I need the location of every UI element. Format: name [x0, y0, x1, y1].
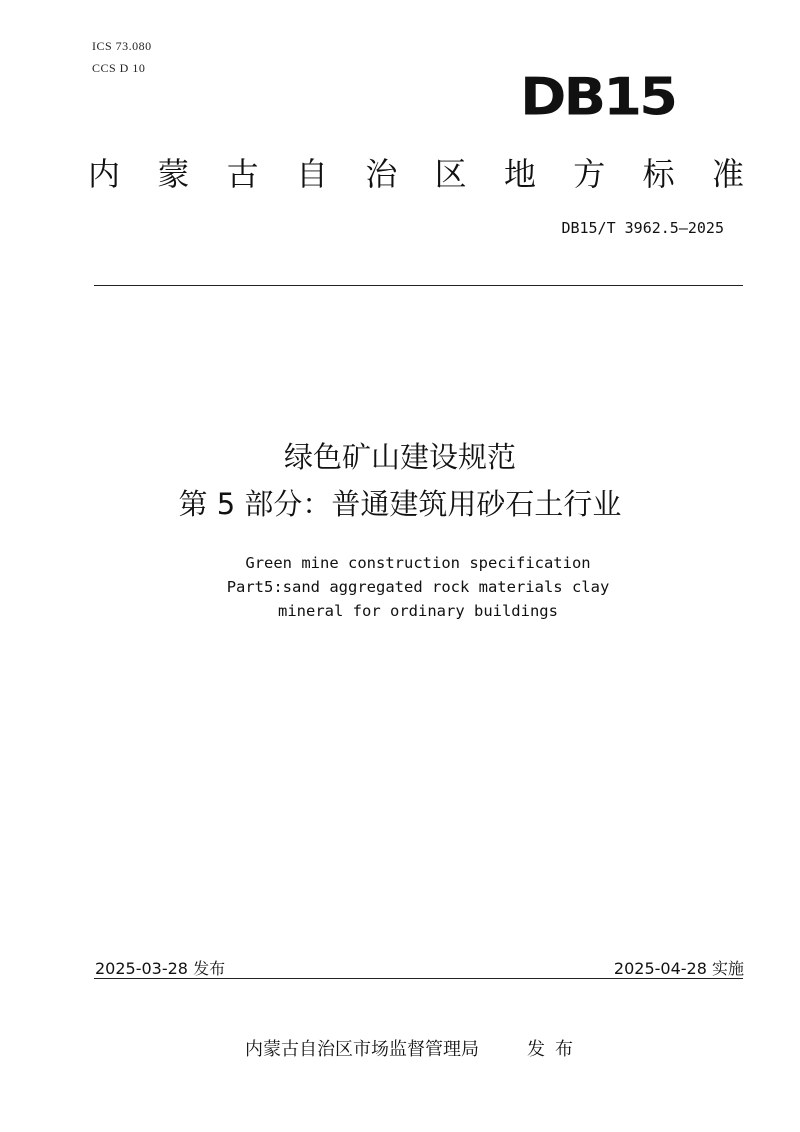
db15-logo: DB15 [520, 67, 676, 128]
standard-type-char: 地 [503, 155, 536, 193]
standard-type-heading [88, 152, 744, 196]
title-english-line3: mineral for ordinary buildings [278, 602, 558, 620]
issue-date: 2025-03-28 发布 [95, 959, 226, 978]
title-chinese-line1: 绿色矿山建设规范 [283, 440, 516, 474]
title-english-line2: Part5:sand aggregated rock materials clay [226, 578, 610, 596]
standard-type-char: 自 [295, 155, 328, 193]
standard-type-char: 标 [642, 155, 675, 193]
title-english-line1: Green mine construction specification [245, 554, 591, 572]
standard-type-char: 治 [365, 155, 398, 193]
ccs-code: CCS D 10 [92, 61, 146, 75]
top-divider [94, 285, 743, 286]
standard-type-char: 内 [88, 155, 121, 193]
bottom-divider [94, 978, 743, 979]
implementation-date: 2025-04-28 实施 [613, 959, 744, 978]
title-chinese-line2: 第 5 部分：普通建筑用砂石土行业 [178, 487, 622, 521]
standard-type-char: 蒙 [157, 155, 190, 193]
publish-label: 发布 [527, 1039, 583, 1060]
standard-type-char: 区 [434, 155, 467, 193]
standard-type-char: 古 [226, 155, 259, 193]
standard-number: DB15/T 3962.5—2025 [561, 219, 724, 237]
publisher-name: 内蒙古自治区市场监督管理局 [245, 1039, 479, 1060]
standard-type-char: 方 [573, 155, 606, 193]
standard-type-char: 准 [711, 155, 744, 193]
ics-code: ICS 73.080 [92, 39, 152, 53]
